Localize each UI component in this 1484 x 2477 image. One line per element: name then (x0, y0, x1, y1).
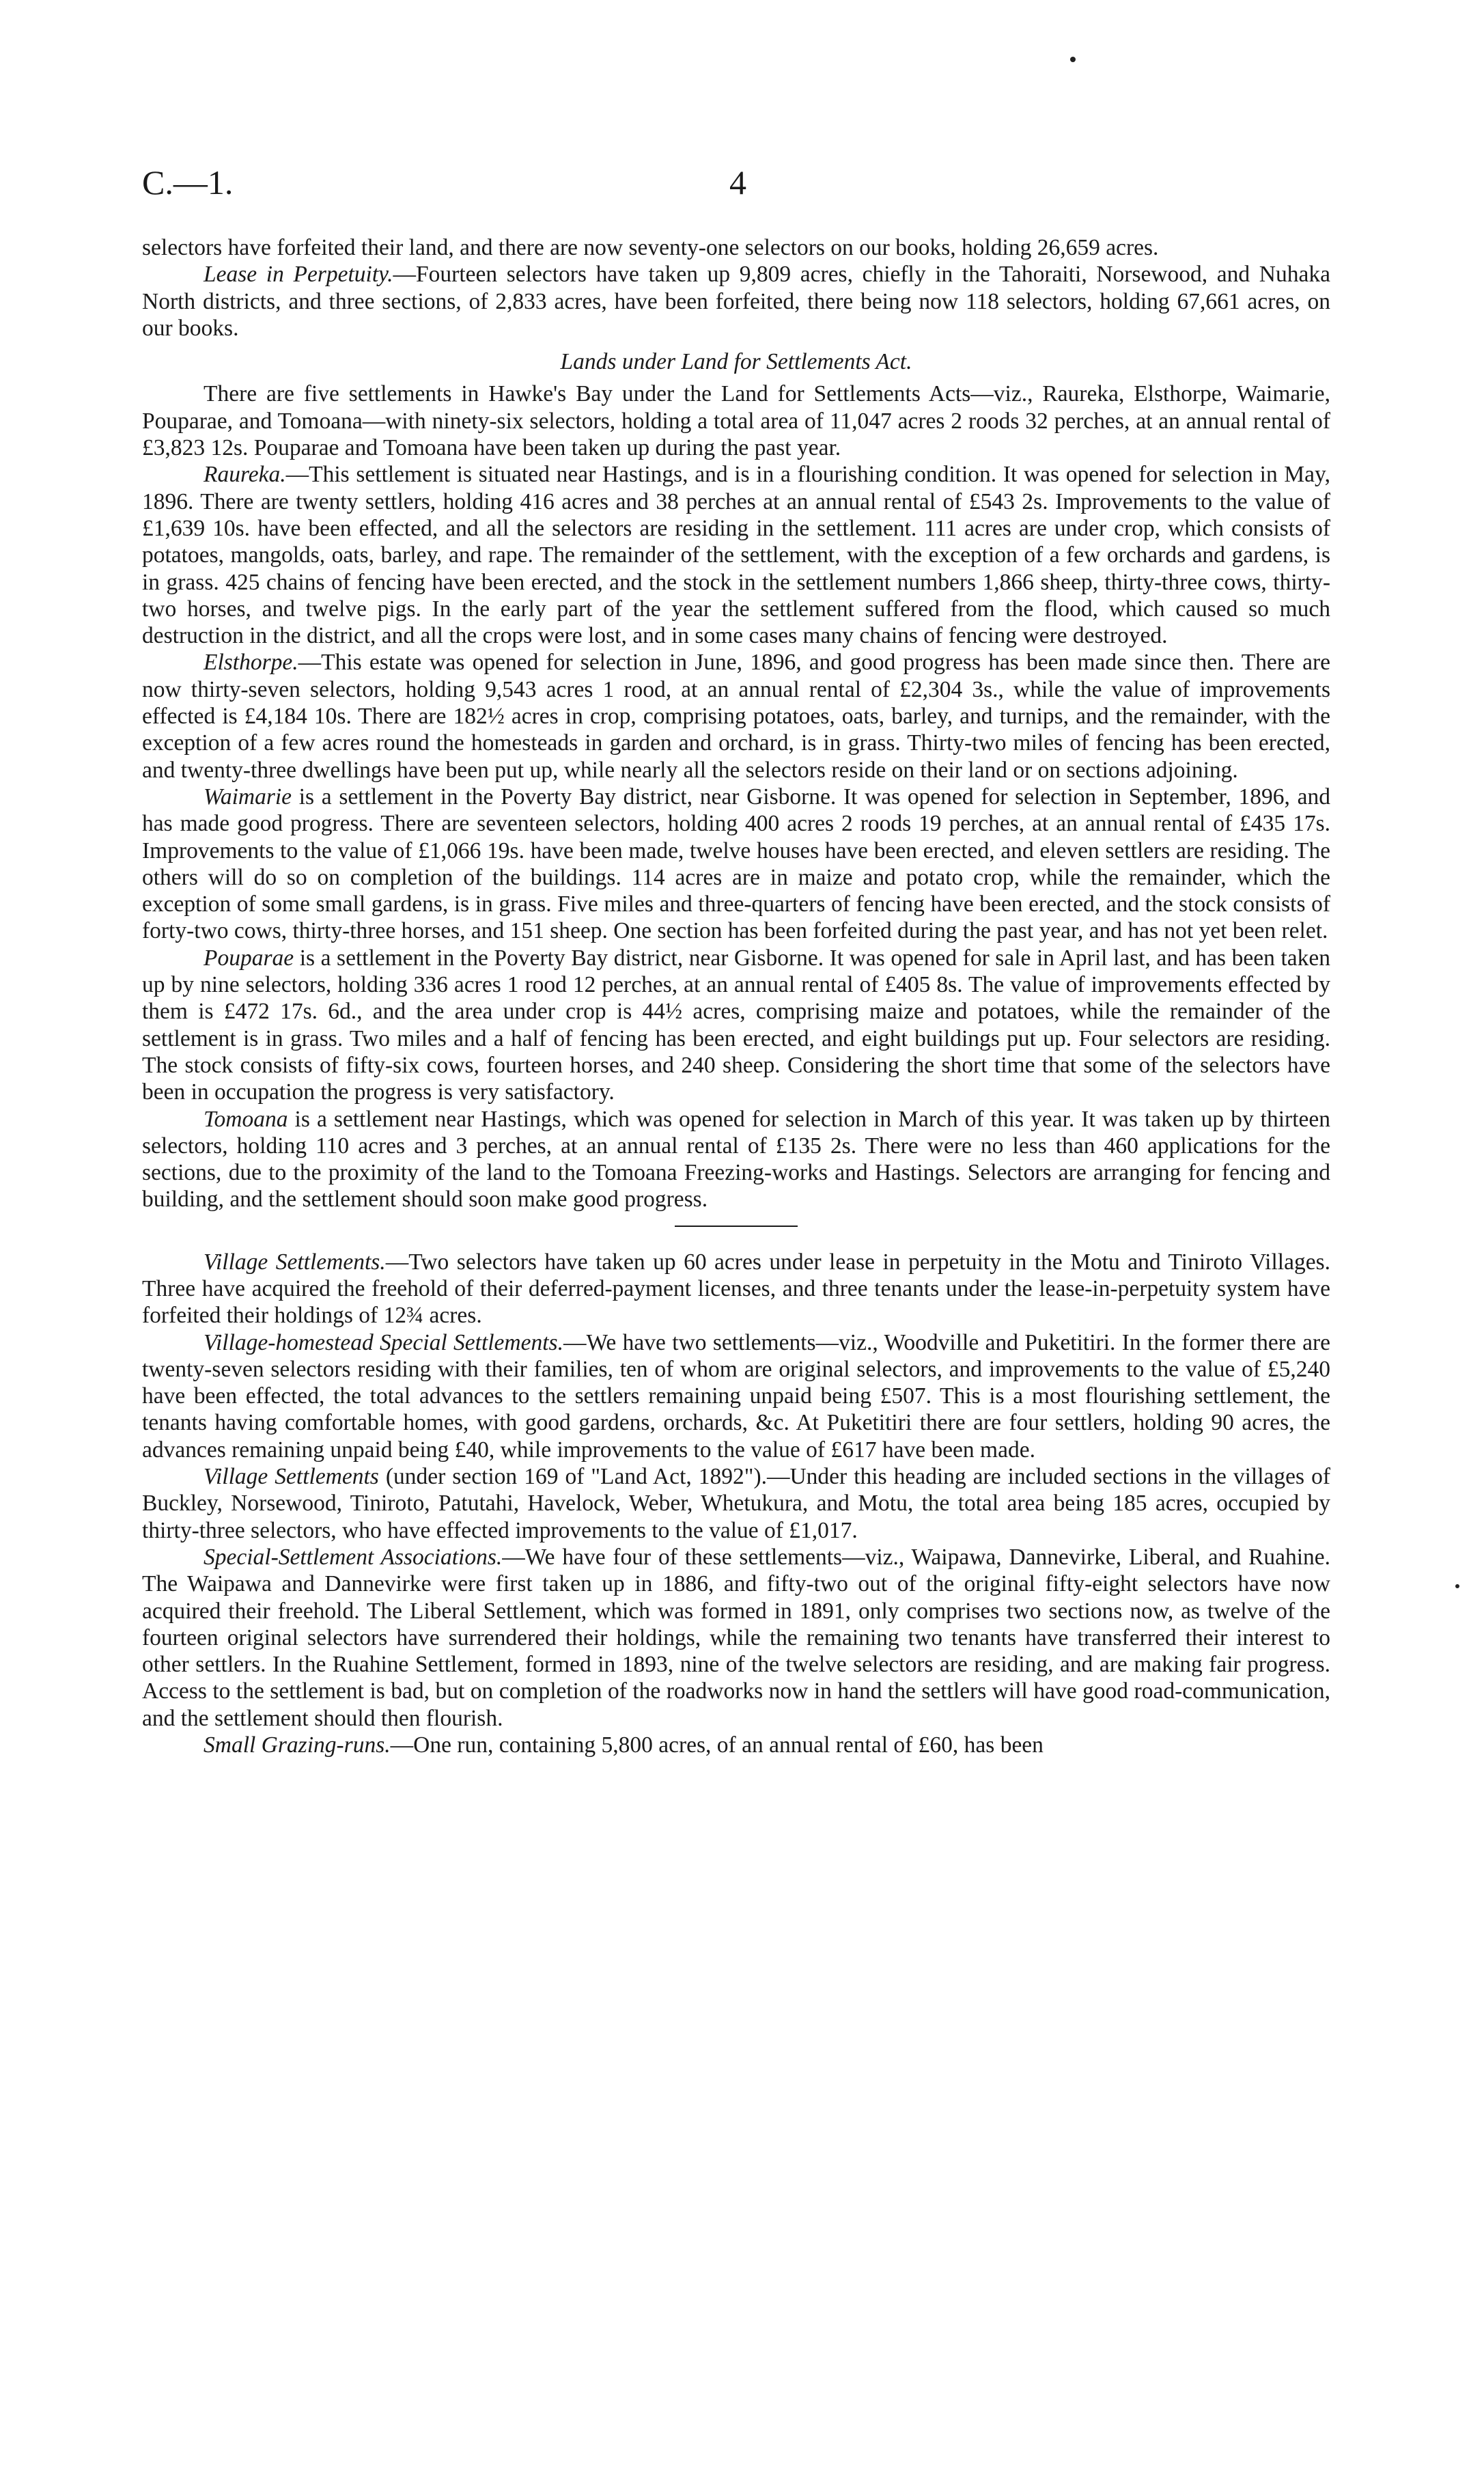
paragraph-lead: Lease in Perpetuity. (204, 262, 393, 288)
paragraph-lead: Elsthorpe. (204, 650, 298, 676)
paragraph-lead: Waimarie (204, 784, 292, 809)
document-code: C.—1. (142, 163, 234, 202)
paragraph-lead: Pouparae (204, 945, 294, 971)
paragraph-p12 (142, 1544, 1330, 1732)
paragraph-body: —Two selectors have taken up 60 acres under lease in perpetuity in the Motu and Tiniroto Villages. Three have acquired the freehold of their deferred-payment licenses, and three tenants under the lease-in-perpetuity system have forfeited their holdings of 12¾ acres. (142, 1249, 1330, 1329)
paragraph-p11 (142, 1463, 1330, 1544)
paragraph-body: selectors have forfeited their land, and there are now seventy-one selectors on our books, holding 26,659 acres. (142, 235, 1159, 260)
paragraph-lead: Small Grazing-runs. (204, 1732, 391, 1758)
speck-mark (1070, 57, 1076, 62)
body-text (142, 234, 1330, 1758)
paragraph-body: —We have four of these settlements—viz., Waipawa, Dannevirke, Liberal, and Ruahine. The Waipawa and Dannevirke were first taken up in 1886, and fifty-two out of the original fifty-eight selectors have now acquired their freehold. The Liberal Settlement, which was formed in 1891, only comprises two sections now, as twelve of the fourteen original selectors have surrendered their holdings, while the remaining two tenants have transferred their interest to other settlers. In the Ruahine Settlement, formed in 1893, nine of the twelve selectors are residing, and are making fair progress. Access to the settlement is bad, but on completion of the roadworks now in hand the settlers will have good road-communication, and the settlement should then flourish. (142, 1544, 1330, 1731)
paragraph-p08 (142, 1106, 1330, 1213)
paragraph-body: —We have two settlements—viz., Woodville and Puketitiri. In the former there are twenty-seven selectors residing with their families, ten of whom are original selectors, and improvements to the value of £5,240 have been effected, the total advances to the settlers remaining unpaid being £507. This is a most flourishing settlement, the tenants having comfortable homes, with good gardens, orchards, &c. At Puketitiri there are four settlers, holding 90 acres, the advances remaining unpaid being £40, while improvements to the value of £617 have been made. (142, 1329, 1330, 1463)
paragraph-body: is a settlement in the Poverty Bay district, near Gisborne. It was opened for selection in September, 1896, and has made good progress. There are seventeen selectors, holding 400 acres 2 roods 19 perches, at an annual rental of £435 17s. Improvements to the value of £1,066 19s. have been made, twelve houses have been erected, and eleven settlers are residing. The others will do so on completion of the buildings. 114 acres are in maize and potato crop, while the remainder, which the exception of some small gardens, is in grass. Five miles and three-quarters of fencing have been erected, and the stock consists of forty-two cows, thirty-three horses, and 151 sheep. One section has been forfeited during the past year, and has not yet been relet. (142, 784, 1330, 944)
paragraph-body: is a settlement in the Poverty Bay district, near Gisborne. It was opened for sale in April last, and has been taken up by nine selectors, holding 336 acres 1 rood 12 perches, at an annual rental of £405 8s. The value of improvements effected by them is £472 17s. 6d., and the area under crop is 44½ acres, comprising maize and potatoes, while the remainder of the settlement is in grass. Two miles and a half of fencing has been erected, and eight buildings put up. Four selectors are residing. The stock consists of fifty-six cows, fourteen horses, and 240 sheep. Considering the short time that some of the selectors have been in occupation the progress is very satisfactory. (142, 945, 1330, 1105)
section-divider (675, 1226, 798, 1227)
section-heading: Lands under Land for Settlements Act. (560, 349, 912, 375)
paragraph-p03 (142, 380, 1330, 461)
paragraph-lead: Village-homestead Special Settlements. (204, 1329, 563, 1355)
paragraph-p06 (142, 784, 1330, 945)
paragraph-p01 (142, 234, 1330, 261)
page-number: 4 (729, 163, 746, 202)
paragraph-body: —One run, containing 5,800 acres, of an annual rental of £60, has been (390, 1732, 1044, 1758)
paragraph-p04 (142, 461, 1330, 649)
paragraph-p13 (142, 1732, 1330, 1758)
paragraph-lead: Village Settlements (204, 1464, 379, 1490)
paragraph-body: There are five settlements in Hawke's Bay under the Land for Settlements Acts—viz., Raureka, Elsthorpe, Waimarie, Pouparae, and Tomoana—with ninety-six selectors, holding a total area of 11,047 acres 2 roods 32 perches, at an annual rental of £3,823 12s. Pouparae and Tomoana have been taken up during the past year. (142, 381, 1330, 461)
paragraph-p02 (142, 261, 1330, 342)
paragraph-p07 (142, 945, 1330, 1106)
paragraph-lead: Raureka. (204, 462, 286, 488)
paragraph-body: (under section 169 of "Land Act, 1892").—Under this heading are included sections in the villages of Buckley, Norsewood, Tiniroto, Patutahi, Havelock, Weber, Whetukura, and Motu, the total area being 185 acres, occupied by thirty-three selectors, who have effected improvements to the value of £1,017. (142, 1464, 1330, 1543)
paragraph-lead: Special-Settlement Associations. (204, 1544, 503, 1570)
paragraph-body: is a settlement near Hastings, which was opened for selection in March of this year. It was taken up by thirteen selectors, holding 110 acres and 3 perches, at an annual rental of £135 2s. There were no less than 460 applications for the sections, due to the proximity of the land to the Tomoana Freezing-works and Hastings. Selectors are arranging for fencing and building, and the settlement should soon make good progress. (142, 1106, 1330, 1213)
paragraph-body: —Fourteen selectors have taken up 9,809 acres, chiefly in the Tahoraiti, Norsewood, and Nuhaka North districts, and three sections, of 2,833 acres, have been forfeited, there being now 118 selectors, holding 67,661 acres, on our books. (142, 262, 1330, 341)
paragraph-lead: Village Settlements. (204, 1249, 386, 1275)
speck-mark (1455, 1584, 1459, 1588)
paragraph-group-1 (142, 234, 1330, 342)
page-header (142, 163, 1330, 210)
paragraph-lead: Tomoana (204, 1106, 288, 1132)
paragraph-p09 (142, 1249, 1330, 1329)
paragraph-p10 (142, 1329, 1330, 1463)
paragraph-body: —This settlement is situated near Hastings, and is in a flourishing condition. It was opened for selection in May, 1896. There are twenty settlers, holding 416 acres and 38 perches at an annual rental of £543 2s. Improvements to the value of £1,639 10s. have been effected, and all the selectors are residing in the settlement. 111 acres are under crop, which consists of potatoes, mangolds, oats, barley, and rape. The remainder of the settlement, with the exception of a few orchards and gardens, is in grass. 425 chains of fencing have been erected, and the stock in the settlement numbers 1,866 sheep, thirty-three cows, thirty-two horses, and twelve pigs. In the early part of the year the settlement suffered from the flood, which caused so much destruction in the district, and all the crops were lost, and in some cases many chains of fencing were destroyed. (142, 462, 1330, 649)
paragraph-p05 (142, 649, 1330, 783)
paragraph-group-3 (142, 1249, 1330, 1759)
paragraph-body: —This estate was opened for selection in June, 1896, and good progress has been made since then. There are now thirty-seven selectors, holding 9,543 acres 1 rood, at an annual rental of £2,304 3s., while the value of improvements effected is £4,184 10s. There are 182½ acres in crop, comprising potatoes, oats, barley, and turnips, and the remainder, with the exception of a few acres round the homesteads in garden and orchard, is in grass. Thirty-two miles of fencing has been erected, and twenty-three dwellings have been put up, while nearly all the selectors reside on their land or on sections adjoining. (142, 650, 1330, 783)
paragraph-group-2 (142, 380, 1330, 1213)
